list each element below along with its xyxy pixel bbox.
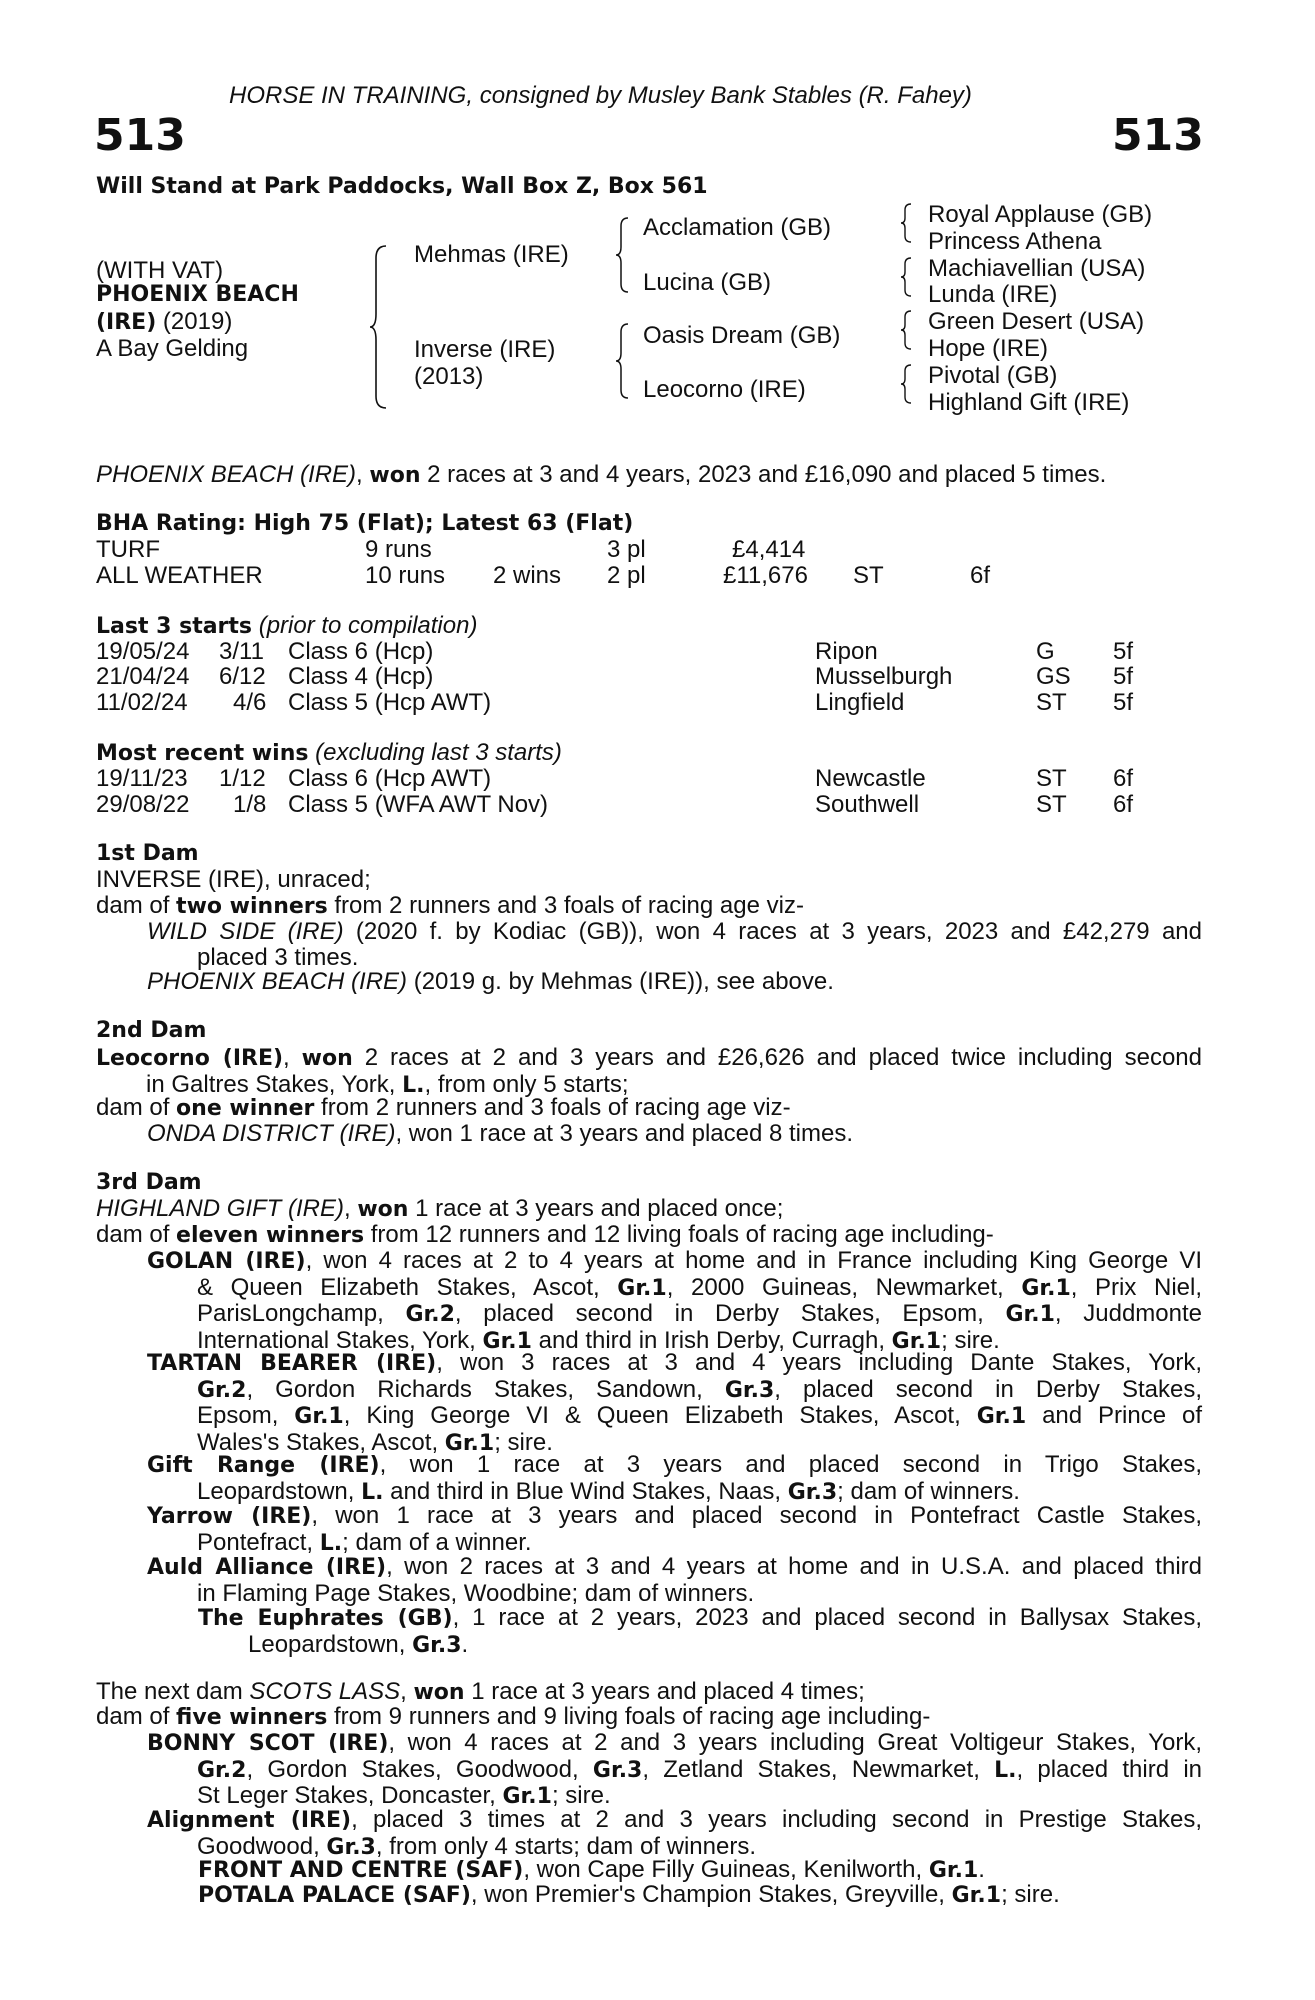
produce-entry-front-and-centre: FRONT AND CENTRE (SAF), won Cape Filly Guineas, Kenilworth, Gr.1. xyxy=(198,1856,985,1883)
lot-number-left: 513 xyxy=(94,110,186,161)
last-starts-heading: Last 3 starts (prior to compilation) xyxy=(96,612,478,639)
pedigree-dsd: Hope (IRE) xyxy=(928,335,1049,362)
lot-number-right: 513 xyxy=(1112,110,1204,161)
produce-entry-golan: GOLAN (IRE), won 4 races at 2 to 4 years at home and in France including King George VI & Queen Elizabeth Stakes, Ascot, Gr.1, 2000 Guineas, Newmarket, Gr.1, Prix Niel, ParisLongchamp, Gr.2, placed second in Derby Stakes, Epsom, Gr.1, Juddmonte International Stakes, York, Gr.1 and third in Irish Derby, Curragh, Gr.1; sire. xyxy=(147,1247,1203,1354)
first-dam-produce-summary: dam of two winners from 2 runners and 3 foals of racing age viz- xyxy=(96,892,804,919)
produce-entry-yarrow: Yarrow (IRE), won 1 race at 3 years and placed second in Pontefract Castle Stakes, Pontefract, L.; dam of a winner. xyxy=(147,1502,1202,1556)
produce-entry: PHOENIX BEACH (IRE) (2019 g. by Mehmas (IRE)), see above. xyxy=(147,968,834,995)
start-distance: 5f xyxy=(1113,638,1134,665)
second-dam-heading: 2nd Dam xyxy=(96,1018,207,1043)
win-distance: 6f xyxy=(1113,791,1134,818)
start-position: 6/12 xyxy=(219,663,266,690)
pedigree-sss: Royal Applause (GB) xyxy=(928,201,1153,228)
produce-entry-tartan-bearer: TARTAN BEARER (IRE), won 3 races at 3 and 4 years including Dante Stakes, York, Gr.2, Gordon Richards Stakes, Sandown, Gr.3, placed second in Derby Stakes, Epsom, Gr.1, King George VI & Queen Elizabeth Stakes, Ascot, Gr.1 and Prince of Wales's Stakes, Ascot, Gr.1; sire. xyxy=(147,1349,1203,1456)
start-going: ST xyxy=(1036,689,1067,716)
rating-wins: 2 wins xyxy=(493,562,562,589)
start-date: 21/04/24 xyxy=(96,663,190,690)
pedigree-dam-dam: Leocorno (IRE) xyxy=(643,376,806,403)
rating-prize: £4,414 xyxy=(732,536,806,563)
pedigree-dds: Pivotal (GB) xyxy=(928,362,1058,389)
win-course: Southwell xyxy=(815,791,920,818)
pedigree-brace-dd xyxy=(899,363,913,405)
horse-name: PHOENIX BEACH xyxy=(96,282,299,307)
win-distance: 6f xyxy=(1113,765,1134,792)
next-dam-produce-summary: dam of five winners from 9 runners and 9 living foals of racing age including- xyxy=(96,1703,931,1730)
pedigree-ddd: Highland Gift (IRE) xyxy=(928,389,1130,416)
start-distance: 5f xyxy=(1113,663,1134,690)
horse-name-country-year: (IRE) (2019) xyxy=(96,308,233,335)
start-going: GS xyxy=(1036,663,1071,690)
second-dam-produce-summary: dam of one winner from 2 runners and 3 foals of racing age viz- xyxy=(96,1094,791,1121)
third-dam-produce-summary: dam of eleven winners from 12 runners and 12 living foals of racing age including- xyxy=(96,1221,994,1248)
produce-entry: WILD SIDE (IRE) (2020 f. by Kodiac (GB)), won 4 races at 3 years, 2023 and £42,279 and placed 3 times. xyxy=(147,918,1202,971)
pedigree-ssd: Princess Athena xyxy=(928,228,1102,255)
pedigree-brace-gen1 xyxy=(368,244,388,410)
win-race: Class 5 (WFA AWT Nov) xyxy=(288,791,549,818)
rating-surface: ALL WEATHER xyxy=(96,562,263,589)
pedigree-dam: Inverse (IRE) xyxy=(414,336,556,363)
pedigree-brace-ss xyxy=(899,202,913,244)
horse-description: A Bay Gelding xyxy=(96,335,249,362)
rating-surface: TURF xyxy=(96,536,160,563)
start-race: Class 6 (Hcp) xyxy=(288,638,434,665)
start-going: G xyxy=(1036,638,1055,665)
win-race: Class 6 (Hcp AWT) xyxy=(288,765,492,792)
start-course: Musselburgh xyxy=(815,663,953,690)
pedigree-brace-ds xyxy=(899,309,913,351)
start-distance: 5f xyxy=(1113,689,1134,716)
rating-prize: £11,676 xyxy=(723,562,808,589)
pedigree-dam-year: (2013) xyxy=(414,363,484,390)
win-date: 29/08/22 xyxy=(96,791,190,818)
start-race: Class 5 (Hcp AWT) xyxy=(288,689,492,716)
start-position: 3/11 xyxy=(219,638,264,665)
rating-runs: 10 runs xyxy=(365,562,446,589)
pedigree-sire-sire: Acclamation (GB) xyxy=(643,214,832,241)
rating-runs: 9 runs xyxy=(365,536,432,563)
pedigree-sire-dam: Lucina (GB) xyxy=(643,269,772,296)
win-going: ST xyxy=(1036,765,1067,792)
bha-rating-heading: BHA Rating: High 75 (Flat); Latest 63 (Flat) xyxy=(96,511,634,536)
win-position: 1/8 xyxy=(233,791,267,818)
pedigree-dss: Green Desert (USA) xyxy=(928,308,1145,335)
third-dam-record: HIGHLAND GIFT (IRE), won 1 race at 3 years and placed once; xyxy=(96,1195,784,1222)
win-date: 19/11/23 xyxy=(96,765,188,792)
race-summary: PHOENIX BEACH (IRE), won 2 races at 3 and 4 years, 2023 and £16,090 and placed 5 times. xyxy=(96,461,1107,488)
rating-dist: 6f xyxy=(970,562,991,589)
win-going: ST xyxy=(1036,791,1067,818)
start-date: 11/02/24 xyxy=(96,689,188,716)
rating-placed: 2 pl xyxy=(607,562,646,589)
pedigree-dam-sire: Oasis Dream (GB) xyxy=(643,322,841,349)
produce-entry-bonny-scot: BONNY SCOT (IRE), won 4 races at 2 and 3 years including Great Voltigeur Stakes, York, Gr.2, Gordon Stakes, Goodwood, Gr.3, Zetland Stakes, Newmarket, L., placed third in St Leger Stakes, Doncaster, Gr.1; sire. xyxy=(147,1729,1202,1809)
pedigree-brace-sire xyxy=(614,216,630,294)
pedigree-sire: Mehmas (IRE) xyxy=(414,241,569,268)
pedigree-sds: Machiavellian (USA) xyxy=(928,255,1146,282)
produce-entry-auld-alliance: Auld Alliance (IRE), won 2 races at 3 and 4 years at home and in U.S.A. and placed third in Flaming Page Stakes, Woodbine; dam of winners. xyxy=(147,1553,1202,1607)
produce-entry-alignment: Alignment (IRE), placed 3 times at 2 and 3 years including second in Prestige Stakes, Goodwood, Gr.3, from only 4 starts; dam of winners. xyxy=(147,1806,1203,1860)
start-course: Ripon xyxy=(815,638,878,665)
first-dam-line: INVERSE (IRE), unraced; xyxy=(96,866,371,893)
rating-placed: 3 pl xyxy=(607,536,646,563)
start-position: 4/6 xyxy=(233,689,267,716)
next-dam-record: The next dam SCOTS LASS, won 1 race at 3 years and placed 4 times; xyxy=(96,1678,865,1705)
produce-entry-the-euphrates: The Euphrates (GB), 1 race at 2 years, 2023 and placed second in Ballysax Stakes, Leopardstown, Gr.3. xyxy=(198,1604,1203,1658)
rating-going: ST xyxy=(853,562,884,589)
third-dam-heading: 3rd Dam xyxy=(96,1170,202,1195)
produce-entry-potala-palace: POTALA PALACE (SAF), won Premier's Champion Stakes, Greyville, Gr.1; sire. xyxy=(198,1881,1060,1908)
pedigree-brace-sd xyxy=(899,256,913,298)
start-course: Lingfield xyxy=(815,689,905,716)
start-race: Class 4 (Hcp) xyxy=(288,663,434,690)
stable-location: Will Stand at Park Paddocks, Wall Box Z, Box 561 xyxy=(96,174,708,199)
win-course: Newcastle xyxy=(815,765,926,792)
recent-wins-heading: Most recent wins (excluding last 3 starts) xyxy=(96,739,562,766)
produce-entry: ONDA DISTRICT (IRE), won 1 race at 3 years and placed 8 times. xyxy=(147,1120,854,1147)
consignor-line: HORSE IN TRAINING, consigned by Musley Bank Stables (R. Fahey) xyxy=(229,82,972,109)
produce-entry-gift-range: Gift Range (IRE), won 1 race at 3 years and placed second in Trigo Stakes, Leopardstown, L. and third in Blue Wind Stakes, Naas, Gr.3; dam of winners. xyxy=(147,1451,1203,1505)
pedigree-sdd: Lunda (IRE) xyxy=(928,281,1058,308)
second-dam-record: Leocorno (IRE), won 2 races at 2 and 3 years and £26,626 and placed twice including second in Galtres Stakes, York, L., from only 5 starts; xyxy=(96,1044,1202,1098)
first-dam-heading: 1st Dam xyxy=(96,841,199,866)
vat-note: (WITH VAT) xyxy=(96,257,224,284)
win-position: 1/12 xyxy=(219,765,266,792)
start-date: 19/05/24 xyxy=(96,638,190,665)
pedigree-brace-dam xyxy=(614,322,630,400)
